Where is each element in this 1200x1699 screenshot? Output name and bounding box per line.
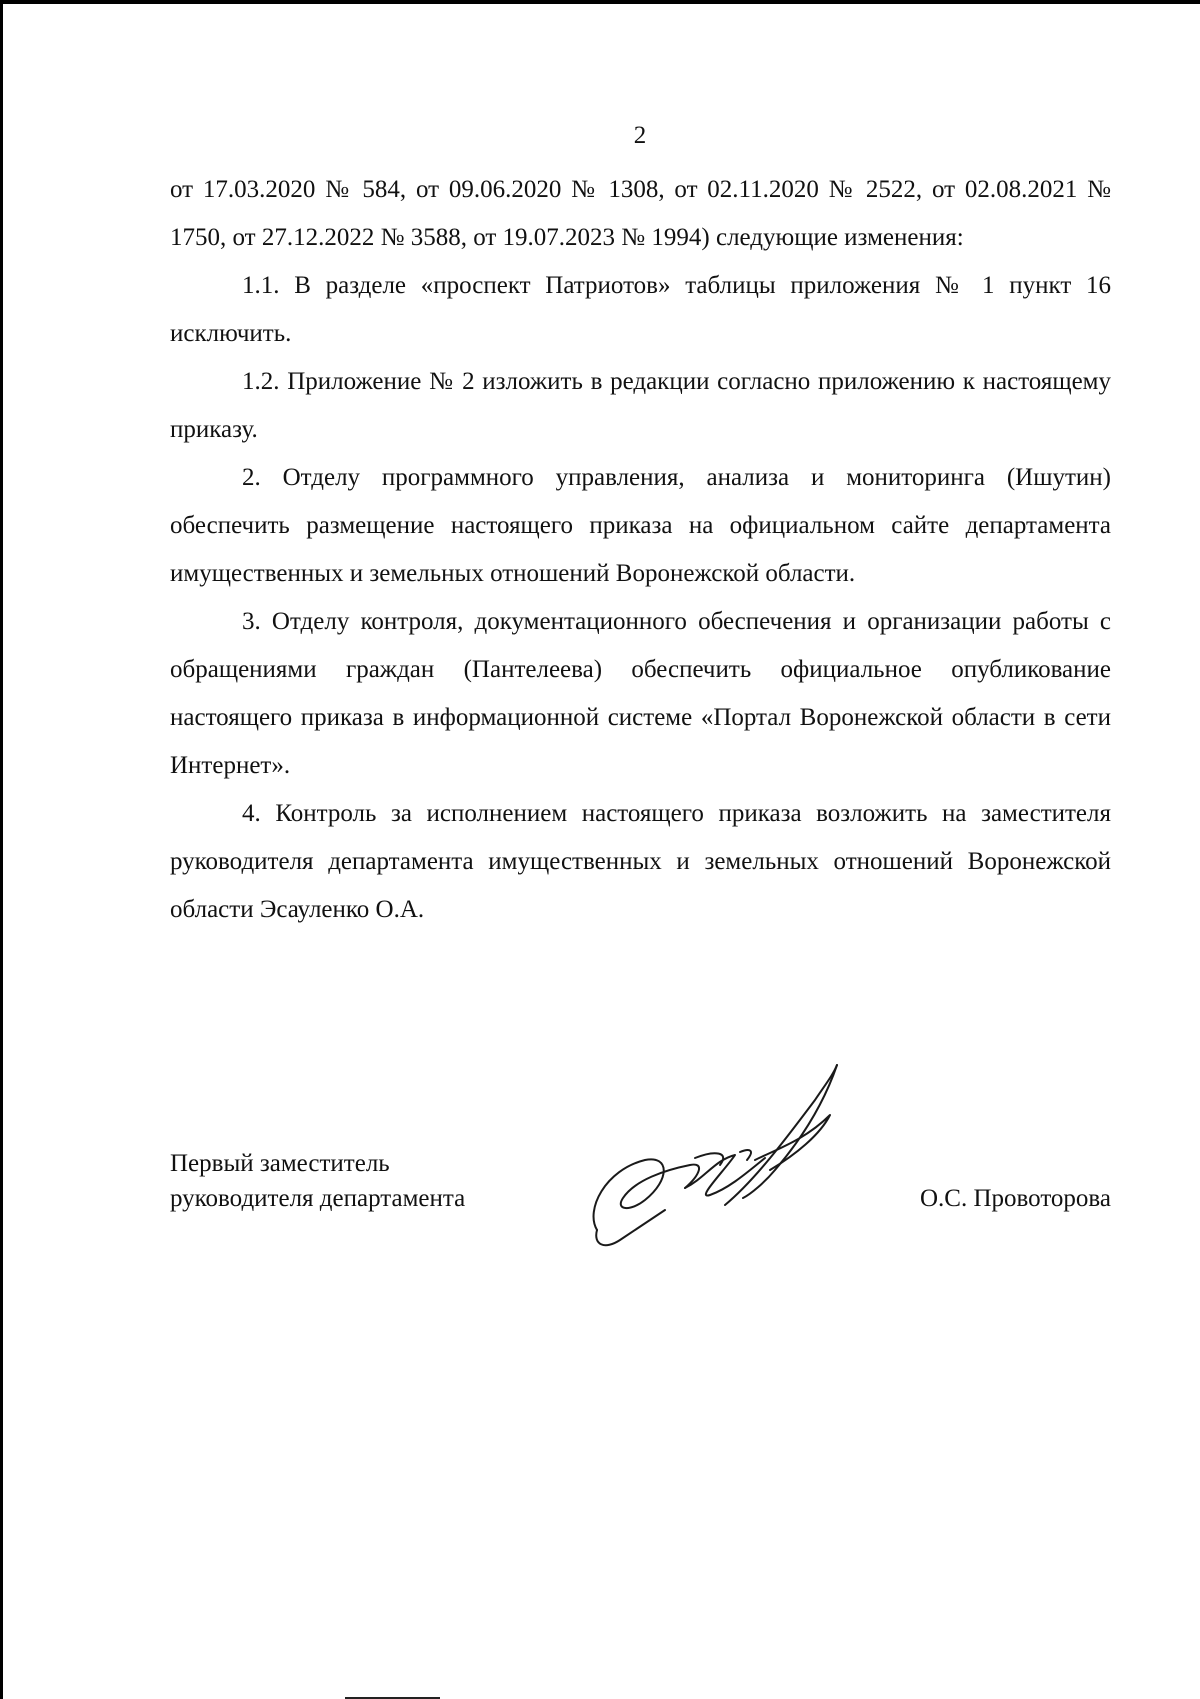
signatory-position: [170, 1146, 465, 1216]
paragraph-2: 2. Отделу программного управления, анализа и мониторинга (Ишутин) обеспечить размещение настоящего приказа на официальном сайте департамента имущественных и земельных отношений Воронежской области.: [170, 464, 1111, 587]
paragraph-1-2: 1.2. Приложение № 2 изложить в редакции согласно приложению к настоящему приказу.: [170, 368, 1111, 443]
paragraph-amendments-intro: от 17.03.2020 № 584, от 09.06.2020 № 1308, от 02.11.2020 № 2522, от 02.08.2021 № 1750, от 27.12.2022 № 3588, от 19.07.2023 № 1994) следующие изменения:: [170, 176, 1111, 251]
scan-left-border: [0, 0, 3, 1699]
signatory-position-line1: Первый заместитель: [170, 1150, 390, 1177]
paragraph-4: 4. Контроль за исполнением настоящего приказа возложить на заместителя руководителя департамента имущественных и земельных отношений Воронежской области Эсауленко О.А.: [170, 800, 1111, 923]
document-body: [170, 166, 1111, 934]
page-number: 2: [633, 122, 647, 149]
paragraph-1-1: 1.1. В разделе «проспект Патриотов» таблицы приложения № 1 пункт 16 исключить.: [170, 272, 1111, 347]
signatory-name: О.С. Провоторова: [919, 1185, 1111, 1212]
scan-top-border: [0, 0, 1200, 4]
signatory-position-line2: руководителя департамента: [170, 1185, 466, 1212]
paragraph-3: 3. Отделу контроля, документационного обеспечения и организации работы с обращениями граждан (Пантелеева) обеспечить официальное опубликование настоящего приказа в информационной системе «Портал Воронежской области в сети Интернет».: [170, 608, 1111, 779]
handwritten-signature: [575, 1060, 875, 1260]
